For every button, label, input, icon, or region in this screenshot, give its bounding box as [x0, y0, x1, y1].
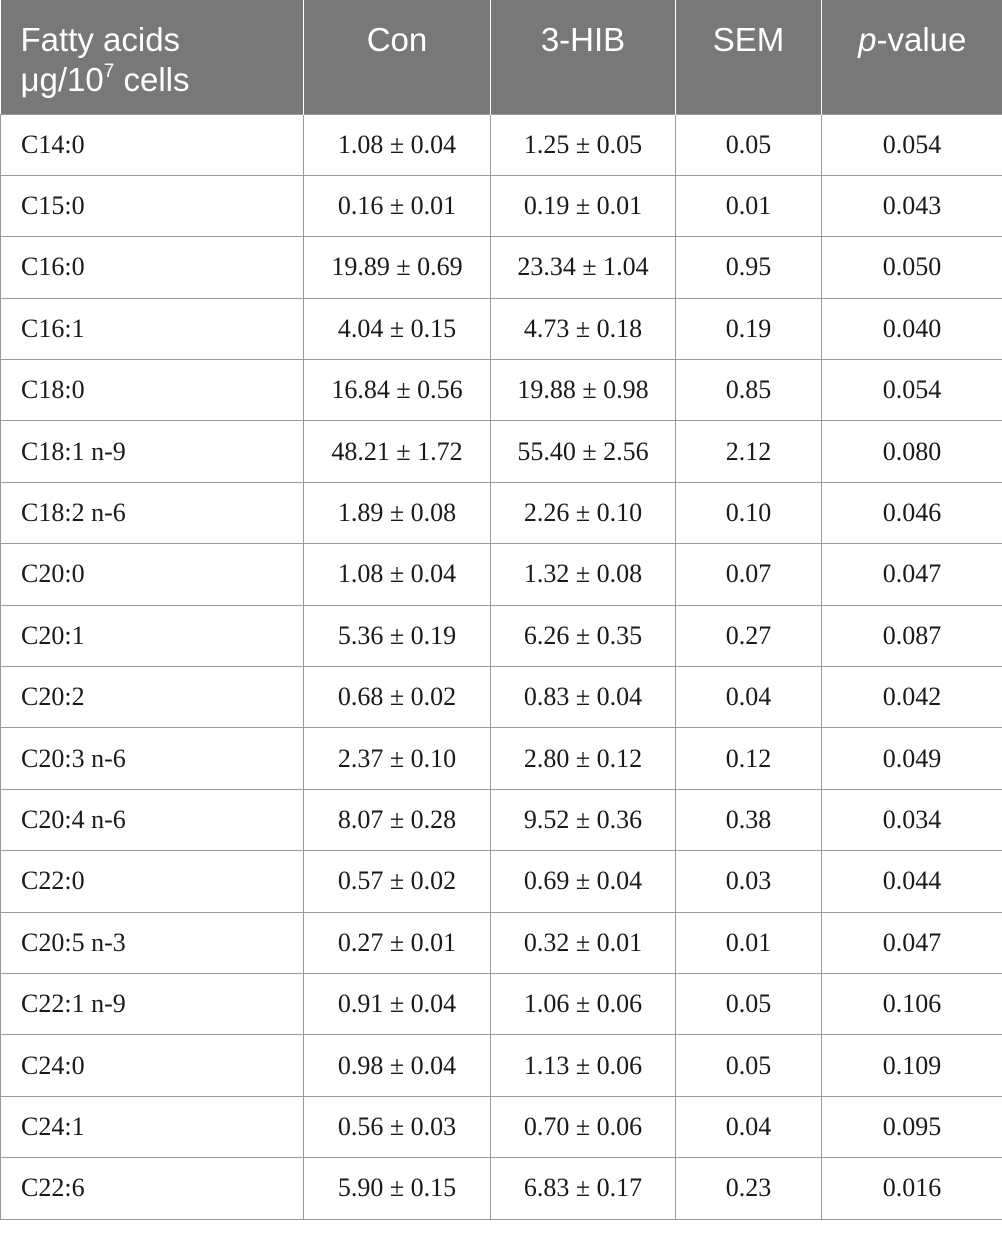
hib-cell: 6.26 ± 0.35	[491, 605, 676, 666]
hib-cell: 23.34 ± 1.04	[491, 237, 676, 298]
sem-cell: 0.10	[676, 482, 822, 543]
p-value-cell: 0.095	[822, 1096, 1002, 1157]
hib-cell: 0.19 ± 0.01	[491, 175, 676, 236]
p-value-cell: 0.054	[822, 114, 1002, 175]
sem-cell: 0.38	[676, 789, 822, 850]
table-row	[1, 298, 1002, 359]
fatty-acid-cell: C15:0	[1, 175, 304, 236]
table-row	[1, 1158, 1002, 1219]
table-row	[1, 114, 1002, 175]
header-fatty-acids	[1, 0, 304, 114]
table-header	[1, 0, 1002, 114]
table-row	[1, 851, 1002, 912]
table-row	[1, 605, 1002, 666]
hib-cell: 0.70 ± 0.06	[491, 1096, 676, 1157]
p-value-cell: 0.016	[822, 1158, 1002, 1219]
p-value-cell: 0.109	[822, 1035, 1002, 1096]
con-cell: 0.56 ± 0.03	[304, 1096, 491, 1157]
fatty-acid-cell: C18:2 n-6	[1, 482, 304, 543]
p-value-cell: 0.047	[822, 544, 1002, 605]
table-row	[1, 360, 1002, 421]
con-cell: 8.07 ± 0.28	[304, 789, 491, 850]
con-cell: 5.36 ± 0.19	[304, 605, 491, 666]
con-cell: 0.57 ± 0.02	[304, 851, 491, 912]
fatty-acid-cell: C20:0	[1, 544, 304, 605]
hib-cell: 6.83 ± 0.17	[491, 1158, 676, 1219]
header-sem: SEM	[676, 0, 822, 114]
con-cell: 16.84 ± 0.56	[304, 360, 491, 421]
hib-cell: 0.69 ± 0.04	[491, 851, 676, 912]
table-row	[1, 1096, 1002, 1157]
con-cell: 4.04 ± 0.15	[304, 298, 491, 359]
sem-cell: 0.01	[676, 175, 822, 236]
table-row	[1, 667, 1002, 728]
sem-cell: 2.12	[676, 421, 822, 482]
fatty-acid-cell: C20:1	[1, 605, 304, 666]
con-cell: 0.98 ± 0.04	[304, 1035, 491, 1096]
con-cell: 0.91 ± 0.04	[304, 973, 491, 1034]
hib-cell: 2.80 ± 0.12	[491, 728, 676, 789]
fatty-acid-cell: C22:1 n-9	[1, 973, 304, 1034]
con-cell: 0.68 ± 0.02	[304, 667, 491, 728]
p-value-cell: 0.054	[822, 360, 1002, 421]
p-value-cell: 0.106	[822, 973, 1002, 1034]
p-value-cell: 0.044	[822, 851, 1002, 912]
fatty-acid-cell: C18:0	[1, 360, 304, 421]
p-value-cell: 0.040	[822, 298, 1002, 359]
table-row	[1, 973, 1002, 1034]
con-cell: 19.89 ± 0.69	[304, 237, 491, 298]
fatty-acid-cell: C16:0	[1, 237, 304, 298]
unit-exponent: 7	[103, 61, 115, 82]
fatty-acid-cell: C24:0	[1, 1035, 304, 1096]
fatty-acid-cell: C24:1	[1, 1096, 304, 1157]
con-cell: 0.27 ± 0.01	[304, 912, 491, 973]
table-row	[1, 421, 1002, 482]
table-row	[1, 1035, 1002, 1096]
hib-cell: 1.13 ± 0.06	[491, 1035, 676, 1096]
hib-cell: 0.32 ± 0.01	[491, 912, 676, 973]
p-italic: p	[858, 21, 877, 58]
hib-cell: 0.83 ± 0.04	[491, 667, 676, 728]
fatty-acid-cell: C20:4 n-6	[1, 789, 304, 850]
hib-cell: 19.88 ± 0.98	[491, 360, 676, 421]
con-cell: 1.08 ± 0.04	[304, 544, 491, 605]
table-row	[1, 175, 1002, 236]
sem-cell: 0.12	[676, 728, 822, 789]
header-p-value	[822, 0, 1002, 114]
p-value-cell: 0.047	[822, 912, 1002, 973]
con-cell: 1.08 ± 0.04	[304, 114, 491, 175]
sem-cell: 0.05	[676, 973, 822, 1034]
fatty-acid-cell: C18:1 n-9	[1, 421, 304, 482]
table-body	[1, 114, 1002, 1219]
p-value-cell: 0.049	[822, 728, 1002, 789]
unit-prefix: μg/10	[20, 61, 104, 98]
hib-cell: 55.40 ± 2.56	[491, 421, 676, 482]
sem-cell: 0.05	[676, 1035, 822, 1096]
p-rest: -value	[876, 21, 967, 58]
p-value-cell: 0.034	[822, 789, 1002, 850]
table-row	[1, 482, 1002, 543]
con-cell: 1.89 ± 0.08	[304, 482, 491, 543]
hib-cell: 2.26 ± 0.10	[491, 482, 676, 543]
sem-cell: 0.85	[676, 360, 822, 421]
fatty-acid-cell: C22:0	[1, 851, 304, 912]
con-cell: 5.90 ± 0.15	[304, 1158, 491, 1219]
table-row	[1, 789, 1002, 850]
table-row	[1, 912, 1002, 973]
p-value-cell: 0.043	[822, 175, 1002, 236]
table-row	[1, 237, 1002, 298]
sem-cell: 0.04	[676, 1096, 822, 1157]
p-value-cell: 0.042	[822, 667, 1002, 728]
fatty-acid-cell: C20:5 n-3	[1, 912, 304, 973]
hib-cell: 1.32 ± 0.08	[491, 544, 676, 605]
sem-cell: 0.05	[676, 114, 822, 175]
sem-cell: 0.07	[676, 544, 822, 605]
sem-cell: 0.23	[676, 1158, 822, 1219]
sem-cell: 0.19	[676, 298, 822, 359]
fatty-acid-cell: C20:2	[1, 667, 304, 728]
fatty-acid-cell: C14:0	[1, 114, 304, 175]
table-row	[1, 728, 1002, 789]
fatty-acid-cell: C22:6	[1, 1158, 304, 1219]
p-value-cell: 0.087	[822, 605, 1002, 666]
header-con: Con	[304, 0, 491, 114]
fatty-acid-cell: C20:3 n-6	[1, 728, 304, 789]
hib-cell: 4.73 ± 0.18	[491, 298, 676, 359]
sem-cell: 0.01	[676, 912, 822, 973]
con-cell: 0.16 ± 0.01	[304, 175, 491, 236]
p-value-cell: 0.050	[822, 237, 1002, 298]
fatty-acid-cell: C16:1	[1, 298, 304, 359]
table-row	[1, 544, 1002, 605]
header-fatty-acids-title: Fatty acids	[20, 21, 181, 58]
p-value-cell: 0.080	[822, 421, 1002, 482]
con-cell: 48.21 ± 1.72	[304, 421, 491, 482]
p-value-cell: 0.046	[822, 482, 1002, 543]
con-cell: 2.37 ± 0.10	[304, 728, 491, 789]
hib-cell: 1.06 ± 0.06	[491, 973, 676, 1034]
header-fatty-acids-unit	[21, 60, 292, 100]
sem-cell: 0.27	[676, 605, 822, 666]
header-row	[1, 0, 1002, 114]
sem-cell: 0.95	[676, 237, 822, 298]
hib-cell: 1.25 ± 0.05	[491, 114, 676, 175]
header-3-hib: 3-HIB	[491, 0, 676, 114]
sem-cell: 0.04	[676, 667, 822, 728]
unit-suffix: cells	[114, 61, 190, 98]
hib-cell: 9.52 ± 0.36	[491, 789, 676, 850]
sem-cell: 0.03	[676, 851, 822, 912]
